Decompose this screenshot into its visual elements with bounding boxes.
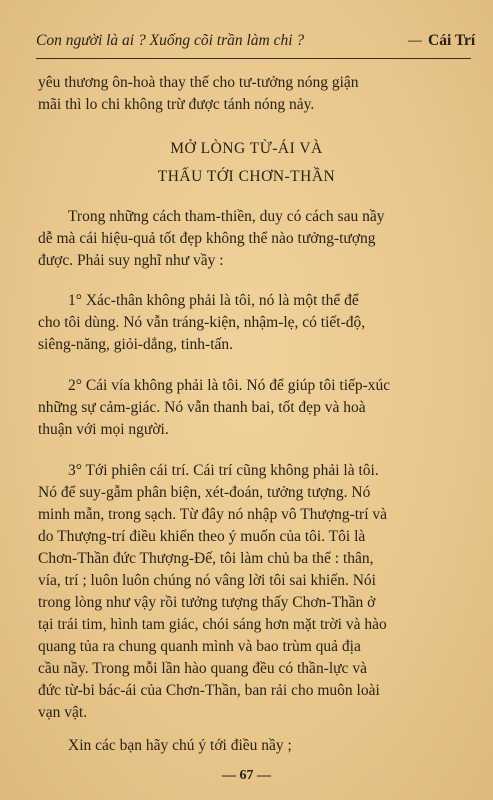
text-line: Chơn-Thần đức Thượng-Đế, tôi làm chủ ba thể : thân,: [38, 550, 374, 567]
text-line: trong lòng như vậy rồi tưởng tượng thấy Chơn-Thần ở: [38, 594, 376, 611]
text-line: những sự cảm-giác. Nó vẫn thanh bai, tốt đẹp và hoà: [38, 399, 366, 416]
closing-line: Xin các bạn hãy chú ý tới điều nầy ;: [68, 737, 292, 754]
running-header: [36, 32, 476, 56]
text-line: vía, trí ; luôn luôn chúng nó vâng lời tôi sai khiến. Nói: [38, 572, 376, 589]
text-line: cho tôi dùng. Nó vẫn tráng-kiện, nhậm-lẹ, có tiết-độ,: [38, 314, 366, 331]
header-author: Cái Trí: [428, 32, 476, 49]
header-dash: —: [408, 32, 422, 49]
text-line: cầu nầy. Trong mỗi lần hào quang đều có thần-lực và: [38, 660, 367, 677]
text-line: Trong những cách tham-thiền, duy có cách sau nầy: [68, 208, 385, 225]
section-title-line-2: THẤU TỚI CHƠN-THẦN: [157, 168, 336, 185]
text-line: quang tủa ra chung quanh mình và bao trùm quả địa: [38, 638, 361, 655]
chapter-title: Con người là ai ? Xuống cõi trần làm chi ?: [36, 32, 305, 49]
header-rule: [36, 58, 471, 59]
text-line: dễ mà cái hiệu-quả tốt đẹp không thể nào tưởng-tượng: [38, 230, 376, 247]
text-line: mãi thì lo chi không trừ được tánh nóng nảy.: [38, 96, 315, 113]
text-line: 3° Tới phiên cái trí. Cái trí cũng không phải là tôi.: [68, 462, 379, 479]
text-line: tại trái tim, hình tam giác, chói sáng hơn mặt trời và hào: [38, 616, 387, 633]
text-line: do Thượng-trí điều khiển theo ý muốn của tôi. Tôi là: [38, 528, 366, 545]
page-number: — 67 —: [222, 768, 271, 783]
text-line: thuận với mọi người.: [38, 421, 169, 438]
text-line: đức từ-bi bác-ái của Chơn-Thần, ban rải cho muôn loài: [38, 682, 380, 699]
text-line: vạn vật.: [38, 704, 88, 721]
text-line: 2° Cái vía không phải là tôi. Nó để giúp tôi tiếp-xúc: [68, 377, 391, 394]
section-title-line-1: MỞ LÒNG TỪ-ÁI VÀ: [170, 140, 323, 157]
text-line: siêng-năng, giỏi-dắng, tinh-tấn.: [38, 336, 233, 353]
text-line: minh mẫn, trong sạch. Từ đây nó nhập vô Thượng-trí và: [38, 506, 388, 523]
text-line: được. Phải suy nghĩ như vầy :: [38, 252, 224, 269]
text-line: Nó để suy-gẫm phân biện, xét-đoán, tưởng tượng. Nó: [38, 484, 371, 501]
text-line: yêu thương ôn-hoà thay thế cho tư-tưởng nóng giận: [38, 74, 359, 91]
text-line: 1° Xác-thân không phải là tôi, nó là một thể để: [68, 292, 359, 309]
